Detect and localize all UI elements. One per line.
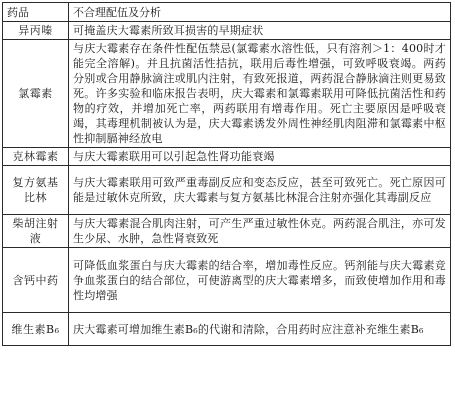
table-row (3, 148, 451, 166)
drug-name: 复方氨基比林 (3, 166, 69, 215)
table-header-row (3, 3, 451, 22)
header-analysis: 不合理配伍及分析 (69, 3, 451, 22)
drug-analysis: 庆大霉素可增加维生素B₆的代谢和清除，合用药时应注意补充维生素B₆ (69, 313, 451, 346)
document (2, 2, 450, 346)
drug-name: 维生素B₆ (3, 313, 69, 346)
drug-analysis: 可掩盖庆大霉素所致耳损害的早期症状 (69, 22, 451, 40)
drug-name: 氯霉素 (3, 40, 69, 148)
table-row (3, 166, 451, 215)
header-drug: 药品 (3, 3, 69, 22)
drug-analysis: 与庆大霉素混合肌肉注射，可产生严重过敏性休克。两药混合肌注，亦可发生少尿、水肿，急性肾衰致死 (69, 215, 451, 248)
table-row (3, 215, 451, 248)
drug-analysis: 与庆大霉素联用可致严重毒副反应和变态反应，甚至可致死亡。死亡原因可能是过敏休克所致，庆大霉素与复方氨基比林混合注射亦强化其毒副反应 (69, 166, 451, 215)
drug-name: 克林霉素 (3, 148, 69, 166)
table-row (3, 22, 451, 40)
drug-incompatibility-table (2, 2, 451, 346)
drug-analysis: 与庆大霉素存在条件性配伍禁忌(氯霉素水溶性低，只有溶剂＞1：400时才能完全溶解)。并且抗菌活性拮抗，联用后毒性增强，可致呼吸衰竭。两药分别或合用静脉滴注或肌内注射，有致死报道，两药混合静脉滴注则更易致死。许多实验和临床报告表明，庆大霉素和氯霉素联用可降低抗菌活性和药物的疗效，并增加死亡率，两药联用有增毒作用。死亡主要原因是呼吸衰竭，其毒理机制被认为是，庆大霉素诱发外周性神经肌肉阻滞和氯霉素中枢性抑制膈神经放电 (69, 40, 451, 148)
table-row (3, 248, 451, 313)
table-row (3, 40, 451, 148)
drug-analysis: 可降低血浆蛋白与庆大霉素的结合率，增加毒性反应。钙剂能与庆大霉素竞争血浆蛋白的结合部位，可使游离型的庆大霉素增多，而致使增加作用和毒性均增强 (69, 248, 451, 313)
drug-analysis: 与庆大霉素联用可以引起急性肾功能衰竭 (69, 148, 451, 166)
table-row (3, 313, 451, 346)
drug-name: 含钙中药 (3, 248, 69, 313)
drug-name: 柴胡注射液 (3, 215, 69, 248)
drug-name: 异丙嗪 (3, 22, 69, 40)
